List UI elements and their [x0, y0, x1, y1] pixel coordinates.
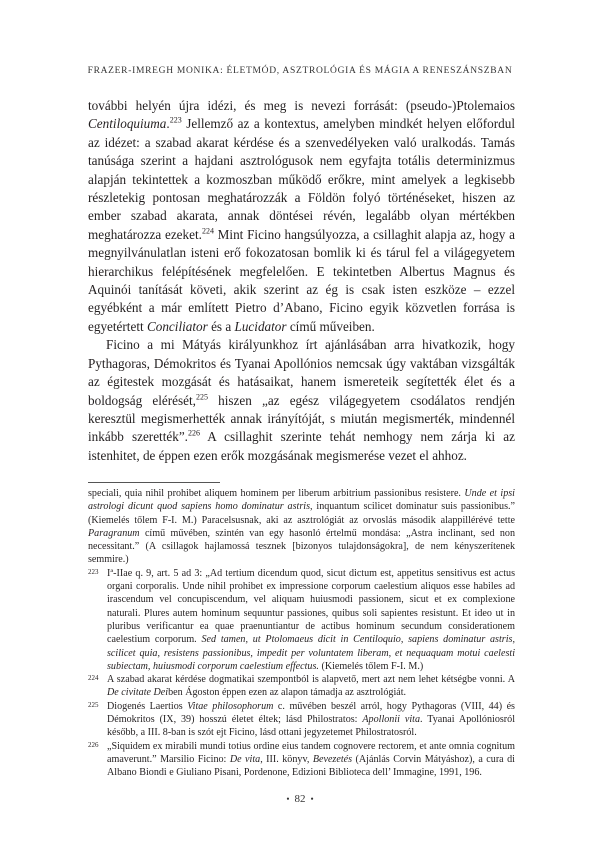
footnote-number: 224: [88, 674, 99, 683]
title-paragranum: Paragranum: [88, 527, 140, 539]
text-run: hiszen „az egész világegyetem csodálatos rendjén keresztül megismerhették annak irányítóját, s miután megismerték, mindennél inkább szerették”.: [88, 392, 515, 445]
page-number-footer: [0, 793, 600, 805]
main-text: [88, 97, 515, 465]
text-run: speciali, quia nihil prohibet aliquem hominem per liberum arbitrium passionibus resistere.: [88, 488, 465, 499]
text-run: , III. könyv,: [260, 753, 313, 765]
page-number: 82: [294, 793, 306, 805]
text-run: (Kiemelés tőlem F-I. M.): [318, 660, 424, 672]
footnote-224: [88, 673, 515, 700]
ornament-right: •: [310, 794, 314, 804]
text-run: Ficino a mi Mátyás királyunkhoz írt ajánlásában arra hivatkozik, hogy Pythagoras, Démokritos és Tyanai Apollónios nemcsak úgy vaktában vizsgálták az égitestek mozgását és hatásaikat, hanem ismereteik segítették élet és a boldogság elérését,: [88, 337, 515, 408]
text-run: inquantum scilicet dominatur suis passionibus.” (Kiemelés tőlem F-I. M.) Paracelsusnak, aki az asztrológiát az orvoslás második alappillérévé tette: [88, 501, 516, 526]
title-conciliator: Conciliator: [146, 318, 208, 334]
footnotes: [88, 487, 515, 780]
footnote-ref-223[interactable]: 223: [169, 116, 182, 126]
text-run: című műveiben.: [286, 318, 375, 334]
title-vitae-philosophorum: Vitae philosophorum: [187, 700, 274, 712]
footnote-separator: [88, 482, 220, 483]
text-run: .: [166, 116, 170, 132]
title-apollonii-vita: Apollonii vita: [362, 714, 421, 726]
italic-run: Unde et ipsi astrologi dicunt quod sapiens homo dominatur astris,: [88, 488, 515, 513]
text-run: (Ajánlás Corvin Mátyáshoz), a cura di Albano Biondi e Giuliano Pisani, Pordenone, Edizioni Biblioteca dell’ Immagine, 1991, 196.: [107, 753, 515, 779]
text-run: Diogenés Laertios: [107, 700, 188, 712]
paragraph-1: [88, 97, 515, 336]
running-head: FRAZER-IMREGH MONIKA: ÉLETMÓD, ASZTROLÓGIA ÉS MÁGIA A RENESZÁNSZBAN: [87, 66, 513, 76]
text-run: és a: [207, 318, 235, 334]
footnote-ref-224[interactable]: 224: [201, 226, 214, 236]
title-de-vita: De vita: [229, 753, 261, 765]
ornament-left: •: [286, 794, 290, 804]
text-run: további helyén újra idézi, és meg is nevezi forrását: (pseudo-)Ptolemaios: [88, 98, 515, 113]
text-run: Mint Ficino hangsúlyozza, a csillaghit alapja az, hogy a megnyilvánulatlan isteni erő fokozatosan bomlik ki és tárul fel a világegyetem hierarchikus felépítésének megfelelően. E tekintetben Albertus Magnus és Aquinói tanítását követi, akik szerint az ég is csak isten eszköze – ezzel egyébként a már említett Pietro d’Abano, Ficino egyik közvetlen forrása is egyetértett: [88, 226, 515, 334]
footnote-ref-225[interactable]: 225: [195, 392, 208, 402]
footnote-223: [88, 567, 515, 673]
footnote-number: 223: [88, 567, 99, 576]
footnote-225: [88, 700, 515, 740]
text-run: című művében, szintén van egy hasonló értelmű mondása: „Astra inclinant, sed non necessitant.” (A csillagok hajlamossá tesznek [bizonyos tulajdonságokra], de nem kényszerítenek semmire.): [88, 527, 515, 566]
paragraph-2: [88, 336, 515, 465]
title-bevezetes: Bevezetés: [312, 753, 353, 765]
text-run: . Tyanai Apollóniosról később, a III. 8-ban is szót ejt Ficino, lásd ottani jegyzetemet Philostratosról.: [107, 714, 516, 739]
text-run: ben Ágoston éppen ezen az alapon támadja az asztrológiát.: [168, 687, 407, 699]
footnote-ref-226[interactable]: 226: [187, 428, 200, 438]
text-run: A szabad akarat kérdése dogmatikai szempontból is alapvető, mert azt nem lehet kétségbe vonni. A: [107, 674, 515, 686]
title-de-civitate-dei: De civitate Dei: [107, 687, 169, 699]
title-centiloquium: Centiloquiuma: [88, 116, 167, 132]
footnote-226: [88, 740, 515, 780]
text-run: c. művében beszél arról, hogy Pythagoras (VIII, 44) és Démokritos (IX, 39) hosszú életet éltek; lásd Philostratos:: [107, 700, 515, 726]
footnote-continuation: [88, 487, 515, 567]
footnote-number: 226: [88, 740, 99, 749]
text-run: A csillaghit szerinte tehát nemhogy nem zárja ki az istenhitet, de éppen ezen erők mozgásának megismerése vezet el ahhoz.: [88, 429, 515, 463]
footnote-number: 225: [88, 700, 99, 709]
text-run: Iª-IIae q. 9, art. 5 ad 3: „Ad tertium dicendum quod, sicut dictum est, appetitus sensitivus est actus organi corporalis. Unde nihil prohibet ex impressione corporum caelestium aliquos esse habiles ad irascendum vel concupiscendum, vel aliquam huiusmodi passionem, sicut et ex complexione naturali. Plures autem hominum sequuntur passiones, quibus soli sapientes resistunt. Et ideo ut in pluribus verificantur ea quae praenuntiantur de actibus hominum secundum considerationem caelestium corporum.: [107, 567, 515, 646]
text-run: „Siquidem ex mirabili mundi totius ordine eius tandem cognovere rectorem, et ante omnia cognitum amaverunt.” Marsilio Ficino:: [107, 740, 515, 765]
italic-run: Sed tamen, ut Ptolomaeus dicit in Centiloquio, sapiens dominatur astris, scilicet quia, resistens passionibus, impedit per voluntatem liberam, et nequaquam motui caelesti subiectam, huiusmodi corporum caelestium effectus.: [107, 634, 515, 672]
text-run: Jellemző az a kontextus, amelyben mindkét helyen előfordul az idézet: a szabad akarat kérdése és a szenvedélyeken való uralkodás. Tamás tanúsága szerint a hajdani asztrológusok nem egyfajta totális determinizmus alapján tekintettek a kozmoszban működő erőkre, mint amelyek a legkisebb részletekig pontosan meghatározzák a Földön folyó történéseket, hiszen az ember szabad akarata, annak döntései révén, legalább olyan mértékben meghatározza ezeket.: [88, 116, 515, 242]
title-lucidator: Lucidator: [234, 318, 287, 334]
